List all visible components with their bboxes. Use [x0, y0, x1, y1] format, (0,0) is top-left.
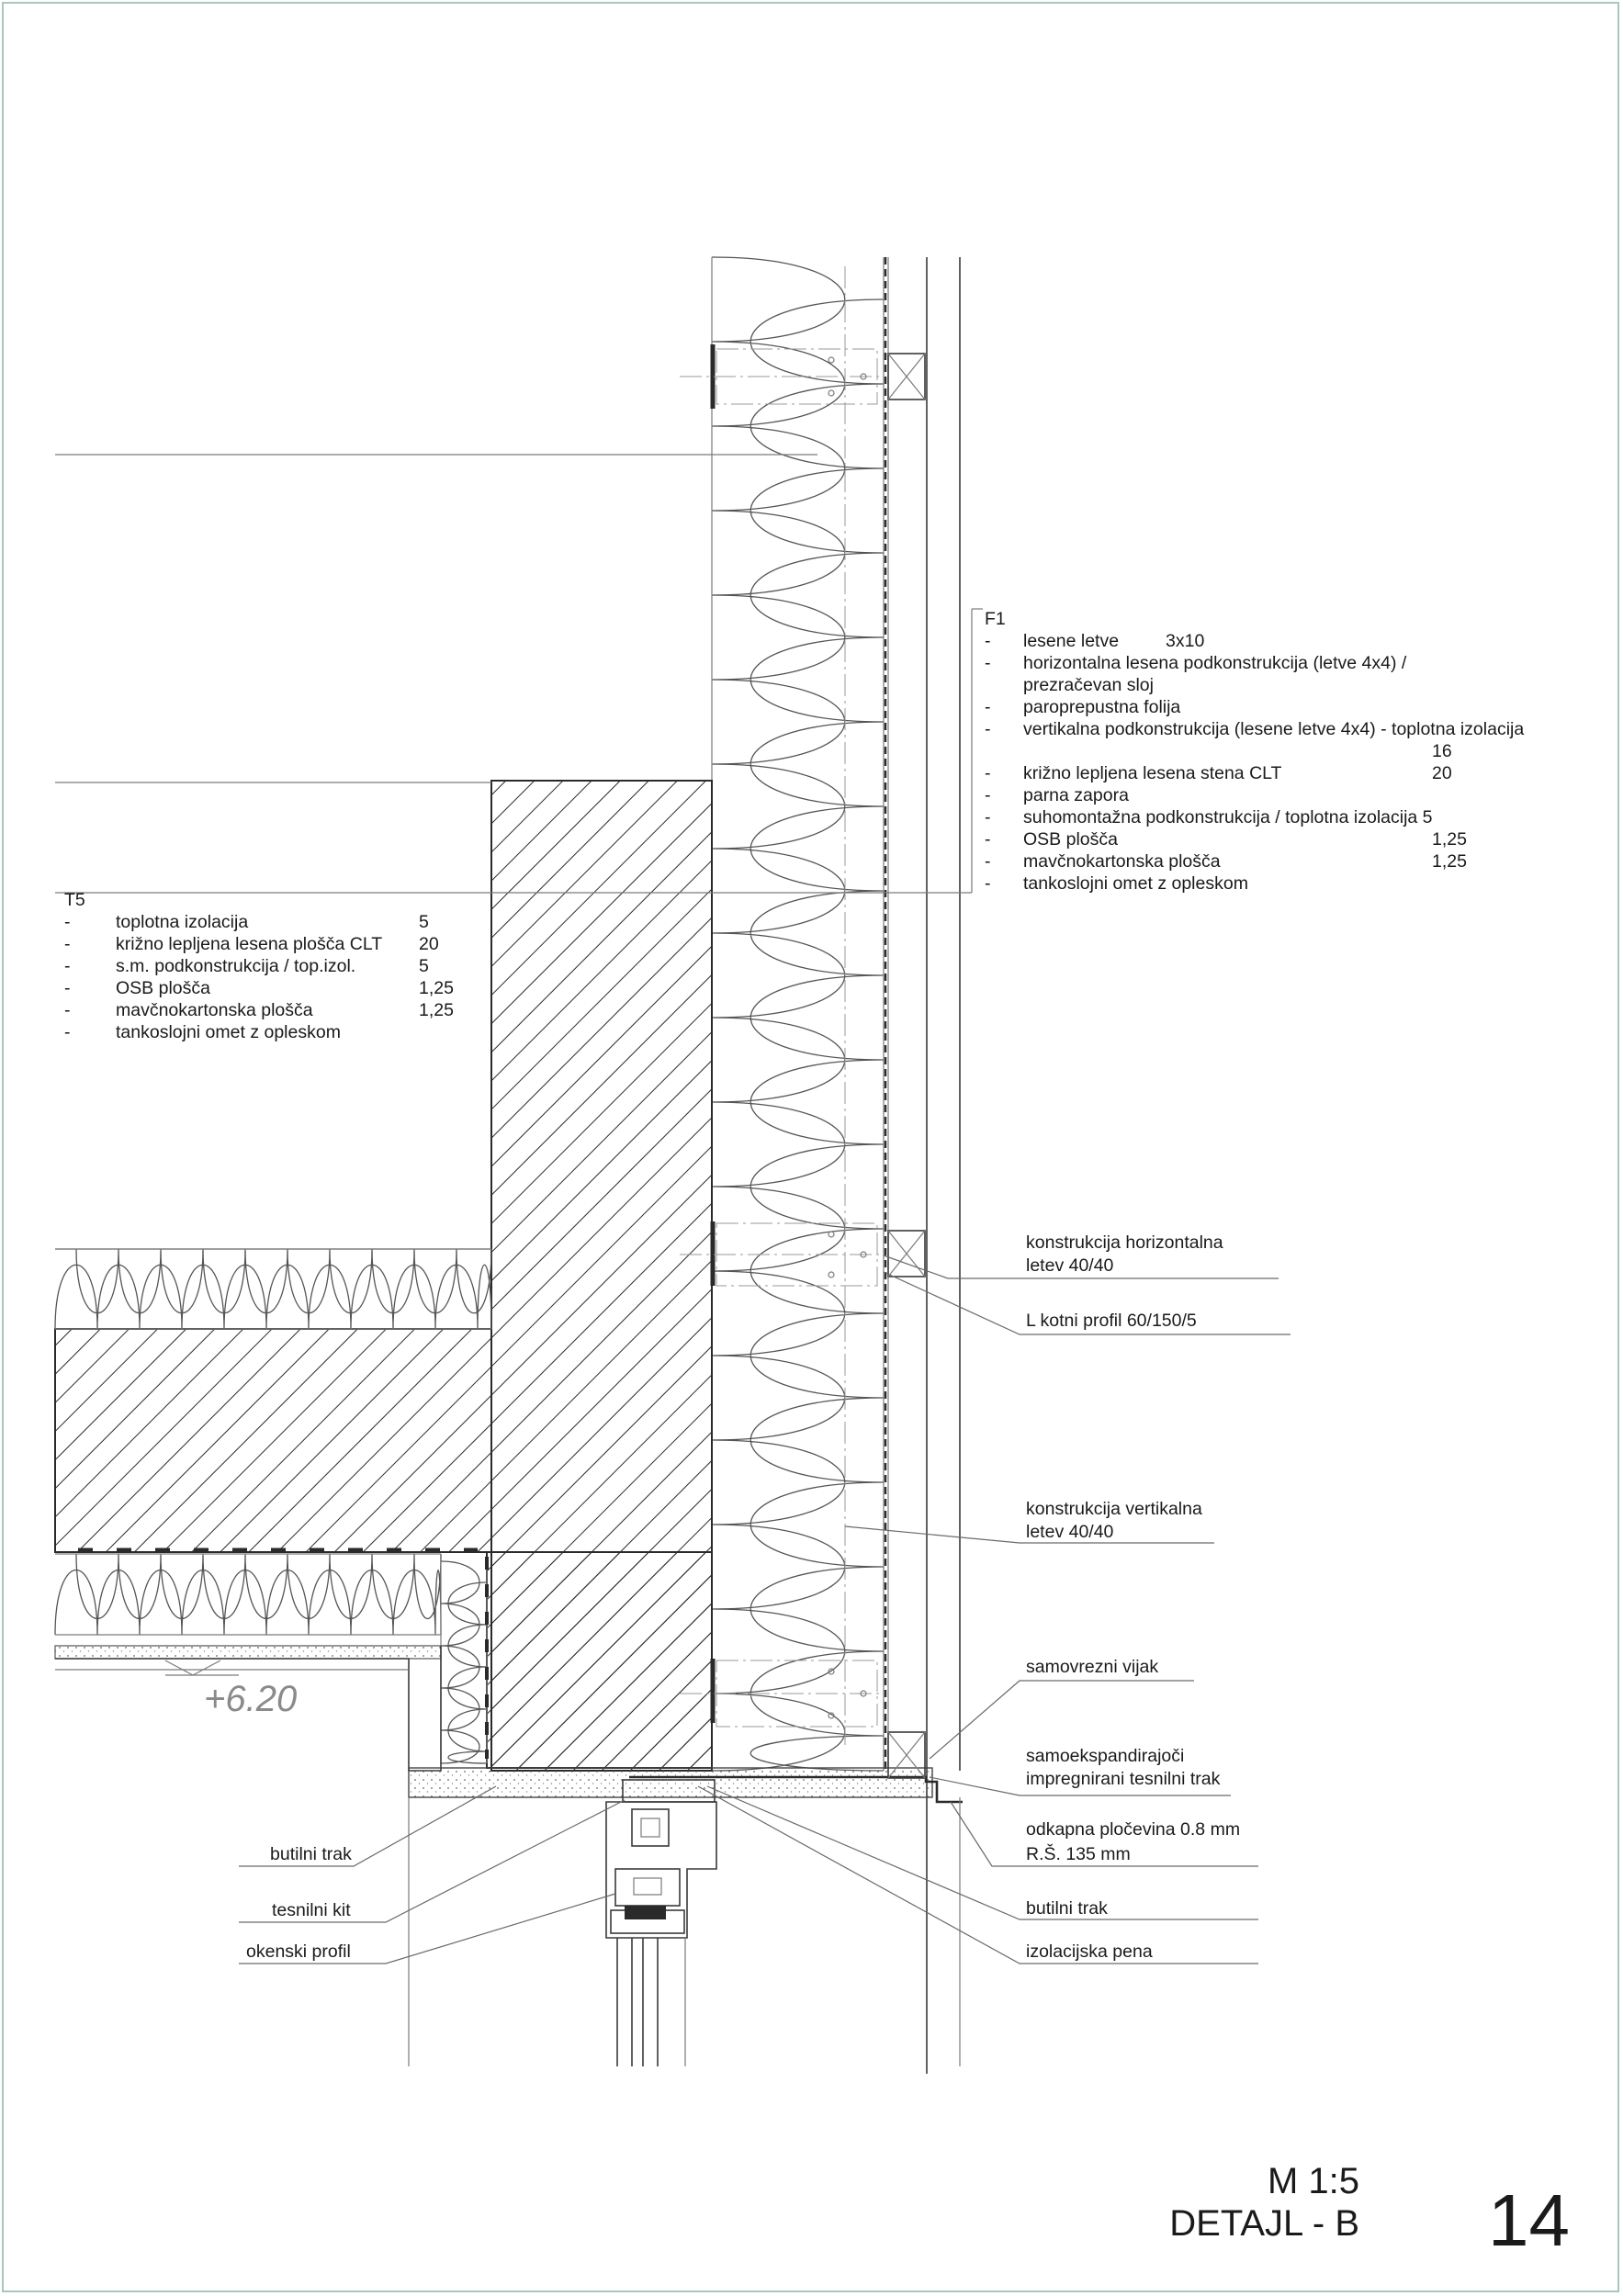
spec-t5-item-text: OSB plošča [116, 978, 210, 998]
floor-insulation-bottom [55, 1554, 441, 1635]
spec-row: - tankoslojni omet z opleskom [64, 1021, 454, 1043]
callout-konstrukcija-horizontalna-line1: konstrukcija horizontalna [1026, 1232, 1223, 1253]
spec-t5-title: T5 [64, 890, 85, 910]
title-block [1169, 2160, 1359, 2245]
spec-t5-item-text: tankoslojni omet z opleskom [116, 1022, 341, 1042]
spec-row: - križno lepljena lesena stena CLT 20 [985, 763, 1452, 783]
callout-konstrukcija-horizontalna-line2: letev 40/40 [1026, 1255, 1114, 1276]
spec-f1-item-value: 16 [1432, 741, 1452, 761]
spec-t5-item-text: križno lepljena lesena plošča CLT [116, 934, 383, 954]
spec-row: - mavčnokartonska plošča 1,25 [64, 1000, 454, 1020]
spec-row: - paroprepustna folija [985, 696, 1524, 718]
spec-f1-item-value: 20 [1432, 763, 1452, 783]
spec-f1-item-text: paroprepustna folija [1023, 697, 1181, 717]
horizontal-battens [888, 354, 925, 1778]
spec-f1-item-text: OSB plošča [1023, 829, 1118, 850]
sheet-number: 14 [1488, 2179, 1570, 2261]
spec-f1-item-text: suhomontažna podkonstrukcija / toplotna izolacija 5 [1023, 807, 1433, 827]
callout-izolacijska-pena: izolacijska pena [1026, 1941, 1153, 1962]
spec-row: - suhomontažna podkonstrukcija / toplotna izolacija 5 [985, 807, 1433, 827]
spec-t5-item-value: 5 [419, 912, 429, 932]
spec-row: - OSB plošča 1,25 [64, 978, 454, 998]
spec-f1-item-text: parna zapora [1023, 785, 1129, 805]
elevation-marker: +6.20 [204, 1679, 298, 1719]
callout-samovrezni-vijak: samovrezni vijak [1026, 1657, 1159, 1677]
spec-row: - parna zapora [985, 784, 1524, 806]
clt-floor-slab [55, 1329, 491, 1552]
spec-t5-item-text: toplotna izolacija [116, 912, 249, 932]
callout-tesnilni-kit: tesnilni kit [272, 1900, 351, 1920]
facade-insulation [712, 257, 884, 1771]
spec-row: - križno lepljena lesena plošča CLT 20 [64, 934, 439, 954]
spec-t5-item-value: 1,25 [419, 978, 454, 998]
callout-butilni-trak-right: butilni trak [1026, 1898, 1108, 1919]
drawing-scale: M 1:5 [1267, 2161, 1359, 2201]
spec-row: - tankoslojni omet z opleskom [985, 872, 1524, 895]
spec-f1-item-text: mavčnokartonska plošča [1023, 851, 1221, 872]
window-head-insulation [441, 1561, 487, 1763]
spec-row: - mavčnokartonska plošča 1,25 [985, 851, 1467, 872]
clt-lintel [487, 1552, 712, 1768]
callout-tesnilni-trak-line1: samoekspandirajoči [1026, 1746, 1185, 1766]
callout-kotni-profil: L kotni profil 60/150/5 [1026, 1311, 1197, 1331]
callout-odkapna-line1: odkapna pločevina 0.8 mm [1026, 1819, 1241, 1840]
spec-t5-item-text: mavčnokartonska plošča [116, 1000, 313, 1020]
spec-f1-item-text: vertikalna podkonstrukcija (lesene letve 4x4) - toplotna izolacija [1023, 719, 1525, 739]
spec-f1 [985, 608, 1524, 895]
callout-tesnilni-trak-line2: impregnirani tesnilni trak [1026, 1769, 1221, 1789]
spec-f1-continuation: prezračevan sloj [1023, 675, 1154, 695]
spec-row: - vertikalna podkonstrukcija (lesene letve 4x4) - toplotna izolacija [985, 719, 1525, 739]
spec-f1-item-text: križno lepljena lesena stena CLT [1023, 763, 1282, 783]
spec-t5-item-value: 5 [419, 956, 429, 976]
spec-f1-item-text: horizontalna lesena podkonstrukcija (letve 4x4) / [1023, 653, 1407, 673]
spec-f1-item-value: 3x10 [1166, 631, 1205, 651]
callout-konstrukcija-vertikalna-line2: letev 40/40 [1026, 1522, 1114, 1542]
callout-butilni-trak-left: butilni trak [270, 1844, 352, 1864]
spec-row: - toplotna izolacija 5 [64, 912, 429, 932]
window-frame [409, 1780, 960, 2066]
spec-row: - OSB plošča 1,25 [985, 829, 1467, 850]
spec-f1-item-text: tankoslojni omet z opleskom [1023, 873, 1248, 894]
spec-t5-item-value: 20 [419, 934, 439, 954]
callout-okenski-profil: okenski profil [246, 1941, 351, 1962]
spec-f1-item-text: lesene letve [1023, 631, 1120, 651]
head-plaster-strip [409, 1768, 932, 1797]
spec-t5-item-text: s.m. podkonstrukcija / top.izol. [116, 956, 356, 976]
callout-odkapna-line2: R.Š. 135 mm [1026, 1844, 1131, 1864]
detail-title: DETAJL - B [1169, 2203, 1359, 2244]
floor-insulation-top [55, 1249, 491, 1329]
spec-row: - lesene letve 3x10 [985, 631, 1205, 651]
spec-t5 [64, 889, 454, 1043]
spec-f1-item-value: 1,25 [1432, 851, 1467, 872]
spec-row: - s.m. podkonstrukcija / top.izol. 5 [64, 956, 429, 976]
callout-konstrukcija-vertikalna-line1: konstrukcija vertikalna [1026, 1499, 1202, 1519]
spec-f1-title: F1 [985, 609, 1006, 629]
spec-row: - horizontalna lesena podkonstrukcija (letve 4x4) / [985, 652, 1524, 674]
spec-t5-item-value: 1,25 [419, 1000, 454, 1020]
spec-f1-item-value: 1,25 [1432, 829, 1467, 850]
